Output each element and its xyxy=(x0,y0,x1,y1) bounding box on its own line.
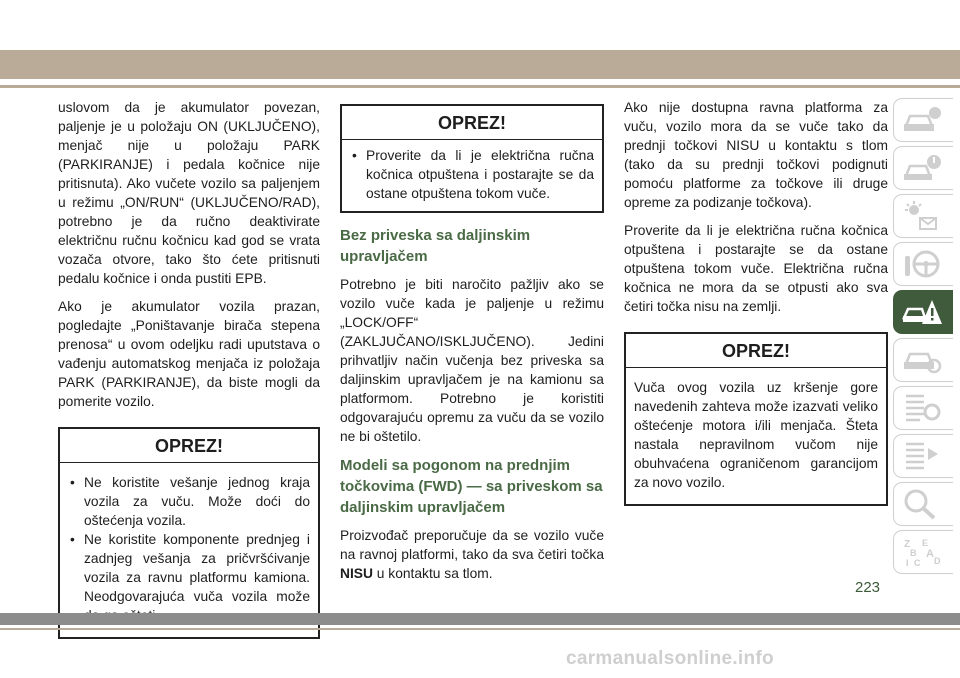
caution-item: • Ne koristite vešanje jednog kraja vozila za vuču. Može doći do oštećenja vozila. xyxy=(84,473,310,530)
chapter-tabs xyxy=(893,98,953,578)
tab-multimedia[interactable] xyxy=(893,434,953,478)
tab-index[interactable] xyxy=(893,530,953,574)
caution-title: OPREZ! xyxy=(342,106,602,140)
tab-steering-wheel[interactable] xyxy=(893,242,953,286)
tab-search[interactable] xyxy=(893,482,953,526)
watermark: carmanualsonline.info xyxy=(566,648,774,669)
car-service-icon xyxy=(902,344,942,376)
tab-car-service[interactable] xyxy=(893,338,953,382)
page-number: 223 xyxy=(855,579,881,596)
car-warning-icon xyxy=(902,296,942,328)
paragraph: Ako nije dostupna ravna platforma za vuču, vozilo mora da se vuče tako da prednji točkovi NISU u kontaktu s tlom (tako da su prednji točkovi podignuti pomoću platforme za točkove ili druge opreme za podizanje točkova). xyxy=(624,100,888,210)
svg-text:E: E xyxy=(922,538,929,548)
caution-body: Vuča ovog vozila uz kršenje gore navedenih zahteva može izazvati veliko oštećenje motora i/ili menjača. Šteta nastala nepravilnom vučom nije obuhvaćena ograničenom garancijom za novo vozilo. xyxy=(634,380,878,490)
svg-text:C: C xyxy=(914,558,921,568)
tab-car-alert[interactable] xyxy=(893,146,953,190)
tab-specifications[interactable] xyxy=(893,386,953,430)
caution-box xyxy=(624,332,888,506)
paragraph: Potrebno je biti naročito pažljiv ako se vozilo vuče kada je paljenje u režimu „LOCK/OFF“ (ZAKLJUČANO/ISKLJUČENO). Jedini prihvatljiv način vučenja bez priveska sa daljinskim upravljačem je na kamionu sa platformom. Potrebno je koristiti odgovarajuću opremu za vuču da se vozilo ne bi oštetilo. xyxy=(340,277,604,444)
svg-text:Z: Z xyxy=(904,539,911,550)
caution-item: • Ne koristite komponente prednjeg i zadnjeg vešanja za pričvršćivanje vozila za ravnu platformu kamiona. Neodgovarajuća vuča vozila može xyxy=(84,530,310,625)
text-run: u kontaktu sa tlom. xyxy=(372,566,493,581)
emphasis: NISU xyxy=(340,566,373,581)
tab-car-info[interactable] xyxy=(893,98,953,142)
tab-dashboard-lights[interactable] xyxy=(893,194,953,238)
car-alert-icon xyxy=(902,152,942,184)
paragraph xyxy=(340,526,604,583)
tab-car-warning[interactable] xyxy=(893,290,953,334)
svg-text:B: B xyxy=(910,548,917,558)
caution-box xyxy=(58,427,320,639)
footer-band xyxy=(0,613,960,625)
header-rule xyxy=(0,85,960,88)
caution-list xyxy=(342,140,602,211)
caution-item: • Proverite da li je električna ručna kočnica otpuštena i postarajte se da ostane otpuštena tokom vuče. xyxy=(366,146,594,203)
paragraph: uslovom da je akumulator povezan, paljenje je u položaju ON (UKLJUČENO), menjač nije u položaju PARK (PARKIRANJE) i pedala kočnice nije pritisnuta). Ako vučete vozilo sa paljenjem u režimu „ON/RUN“ (UKLJUČENO/RAD), potrebno je da ručno deaktivirate električnu ručnu kočnicu kad god se vrata vozača otvore, tako što ćete pritisnuti pedalu kočnice i onda pustiti EPB. xyxy=(58,100,320,286)
specifications-list-icon xyxy=(902,392,942,424)
steering-wheel-icon xyxy=(902,248,942,280)
caution-title: OPREZ! xyxy=(626,334,886,368)
caution-list xyxy=(60,463,318,637)
index-icon xyxy=(902,536,942,568)
column-1 xyxy=(58,98,320,649)
section-heading: Bez priveska sa daljinskim upravljačem xyxy=(340,227,531,265)
dashboard-lights-icon xyxy=(902,200,942,232)
section-heading: Modeli sa pogonom na prednjim točkovima (FWD) — sa priveskom sa daljinskim upravljačem xyxy=(340,457,603,516)
svg-text:D: D xyxy=(934,556,941,566)
caution-box xyxy=(340,104,604,213)
search-icon xyxy=(902,488,942,520)
column-3 xyxy=(624,98,888,516)
column-2 xyxy=(340,104,604,592)
car-info-icon xyxy=(902,104,942,136)
svg-text:I: I xyxy=(906,558,909,568)
multimedia-list-icon xyxy=(902,440,942,472)
text-run: Proizvođač preporučuje da se vozilo vuče na ravnoj platformi, tako da sva četiri točka xyxy=(340,528,604,562)
svg-text:A: A xyxy=(926,548,934,560)
paragraph: Proverite da li je električna ručna kočnica otpuštena i postarajte se da ostane otpuštena tokom vuče. Električna ručna kočnica ne mora da se otpusti ako sva četiri točka nisu na zemlji. xyxy=(624,223,888,314)
footer-rule xyxy=(0,628,960,630)
caution-title: OPREZ! xyxy=(60,429,318,463)
header-band xyxy=(0,50,960,79)
paragraph: Ako je akumulator vozila prazan, pogledajte „Poništavanje birača stepena prenosa“ u ovom odeljku radi uputstava o vađenju automatskog menjača iz položaja PARK (PARKIRANJE), da biste mogli da pomerite vozilo. xyxy=(58,299,320,409)
